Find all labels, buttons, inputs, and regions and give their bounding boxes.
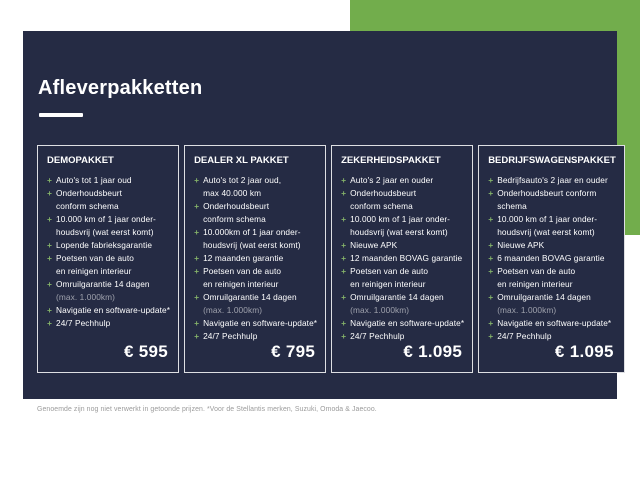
plus-icon: +	[341, 214, 347, 224]
feature-item	[488, 252, 616, 265]
title-underline	[39, 113, 83, 117]
feature-list	[47, 174, 170, 330]
plus-icon: +	[488, 331, 494, 341]
feature-item	[488, 291, 616, 317]
plus-icon: +	[341, 331, 347, 341]
feature-item	[488, 187, 616, 213]
feature-item	[488, 239, 616, 252]
feature-item	[194, 226, 317, 252]
feature-item	[488, 213, 616, 239]
plus-icon: +	[194, 331, 200, 341]
feature-list	[194, 174, 317, 343]
feature-text: 6 maanden BOVAG garantie	[497, 253, 605, 263]
package-cards	[37, 145, 616, 373]
plus-icon: +	[47, 279, 53, 289]
feature-item	[194, 265, 317, 291]
feature-item	[488, 317, 616, 330]
package-title: ZEKERHEIDSPAKKET	[341, 155, 441, 166]
feature-text: Onderhoudsbeurt conform schema	[56, 188, 123, 211]
plus-icon: +	[488, 175, 494, 185]
plus-icon: +	[194, 318, 200, 328]
feature-note: (max. 1.000km)	[350, 305, 410, 315]
plus-icon: +	[488, 214, 494, 224]
feature-item	[47, 304, 170, 317]
feature-text: Nieuwe APK	[497, 240, 545, 250]
feature-item	[341, 317, 464, 330]
plus-icon: +	[194, 253, 200, 263]
plus-icon: +	[194, 227, 200, 237]
package-price: € 1.095	[403, 342, 463, 361]
package-card	[331, 145, 473, 373]
feature-item	[47, 213, 170, 239]
feature-text: Omruilgarantie 14 dagen (max. 1.000km)	[350, 291, 464, 317]
feature-text: 12 maanden BOVAG garantie	[350, 253, 463, 263]
feature-text: Bedrijfsauto's 2 jaar en ouder	[497, 175, 608, 185]
feature-item	[194, 317, 317, 330]
package-title: DEMOPAKKET	[47, 155, 114, 166]
feature-item	[488, 174, 616, 187]
feature-item	[341, 187, 464, 213]
plus-icon: +	[47, 305, 53, 315]
feature-item	[341, 213, 464, 239]
feature-item	[47, 317, 170, 330]
feature-text: Nieuwe APK	[350, 240, 398, 250]
plus-icon: +	[47, 240, 53, 250]
plus-icon: +	[488, 240, 494, 250]
plus-icon: +	[341, 292, 347, 302]
footnote: Genoemde zijn nog niet verwerkt in getoonde prijzen. *Voor de Stellantis merken, Suzuki, Omoda & Jaecoo.	[37, 406, 377, 413]
feature-text: 10.000 km of 1 jaar onder- houdsvrij (wat eerst komt)	[350, 214, 451, 237]
feature-text: 10.000 km of 1 jaar onder- houdsvrij (wat eerst komt)	[497, 214, 598, 237]
plus-icon: +	[47, 253, 53, 263]
plus-icon: +	[341, 253, 347, 263]
page-title: Afleverpakketten	[38, 77, 203, 99]
plus-icon: +	[488, 266, 494, 276]
feature-item	[341, 291, 464, 317]
feature-text: 24/7 Pechhulp	[350, 331, 405, 341]
plus-icon: +	[47, 188, 53, 198]
feature-text: 24/7 Pechhulp	[497, 331, 552, 341]
plus-icon: +	[194, 292, 200, 302]
plus-icon: +	[488, 318, 494, 328]
feature-text: 24/7 Pechhulp	[56, 318, 111, 328]
package-card	[478, 145, 625, 373]
feature-item	[341, 174, 464, 187]
feature-text: Navigatie en software-update*	[350, 318, 465, 328]
feature-text: Navigatie en software-update*	[56, 305, 171, 315]
feature-item	[47, 174, 170, 187]
plus-icon: +	[341, 240, 347, 250]
feature-text: Onderhoudsbeurt conform schema	[350, 188, 417, 211]
package-title: BEDRIJFSWAGENSPAKKET	[488, 155, 616, 166]
package-price: € 595	[124, 342, 169, 361]
feature-text: Omruilgarantie 14 dagen (max. 1.000km)	[497, 291, 616, 317]
package-price: € 795	[271, 342, 316, 361]
feature-item	[341, 239, 464, 252]
feature-item	[341, 265, 464, 291]
feature-text: Navigatie en software-update*	[203, 318, 318, 328]
feature-text: Onderhoudsbeurt conform schema	[203, 201, 270, 224]
feature-item	[194, 291, 317, 317]
plus-icon: +	[341, 266, 347, 276]
package-title: DEALER XL PAKKET	[194, 155, 289, 166]
feature-item	[194, 200, 317, 226]
feature-text: Omruilgarantie 14 dagen (max. 1.000km)	[203, 291, 317, 317]
plus-icon: +	[488, 292, 494, 302]
plus-icon: +	[47, 175, 53, 185]
feature-item	[194, 174, 317, 200]
feature-item	[47, 252, 170, 278]
feature-item	[488, 265, 616, 291]
feature-text: Poetsen van de auto en reinigen interieur	[56, 253, 135, 276]
feature-note: (max. 1.000km)	[56, 292, 116, 302]
plus-icon: +	[194, 201, 200, 211]
feature-text: Navigatie en software-update*	[497, 318, 612, 328]
feature-list	[488, 174, 616, 343]
package-card	[37, 145, 179, 373]
feature-item	[47, 187, 170, 213]
feature-text: Poetsen van de auto en reinigen interieur	[497, 266, 576, 289]
feature-item	[341, 252, 464, 265]
feature-text: 10.000km of 1 jaar onder- houdsvrij (wat eerst komt)	[203, 227, 301, 250]
feature-text: 12 maanden garantie	[203, 253, 284, 263]
plus-icon: +	[47, 318, 53, 328]
plus-icon: +	[194, 175, 200, 185]
feature-text: 24/7 Pechhulp	[203, 331, 258, 341]
feature-text: Poetsen van de auto en reinigen interieur	[350, 266, 429, 289]
feature-text: Auto's tot 2 jaar oud, max 40.000 km	[203, 175, 282, 198]
plus-icon: +	[47, 214, 53, 224]
feature-text: 10.000 km of 1 jaar onder- houdsvrij (wat eerst komt)	[56, 214, 156, 237]
feature-text: Poetsen van de auto en reinigen interieur	[203, 266, 282, 289]
plus-icon: +	[488, 253, 494, 263]
feature-note: (max. 1.000km)	[497, 305, 557, 315]
feature-text: Lopende fabrieksgarantie	[56, 240, 153, 250]
feature-item	[47, 239, 170, 252]
feature-list	[341, 174, 464, 343]
feature-text: Onderhoudsbeurt conform schema	[497, 188, 597, 211]
feature-item	[194, 252, 317, 265]
package-card	[184, 145, 326, 373]
packages-panel	[23, 31, 617, 399]
package-price: € 1.095	[554, 342, 614, 361]
plus-icon: +	[194, 266, 200, 276]
feature-text: Omruilgarantie 14 dagen (max. 1.000km)	[56, 278, 170, 304]
plus-icon: +	[341, 188, 347, 198]
feature-text: Auto's tot 1 jaar oud	[56, 175, 132, 185]
feature-item	[47, 278, 170, 304]
plus-icon: +	[341, 318, 347, 328]
feature-text: Auto's 2 jaar en ouder	[350, 175, 434, 185]
plus-icon: +	[341, 175, 347, 185]
feature-note: (max. 1.000km)	[203, 305, 263, 315]
plus-icon: +	[488, 188, 494, 198]
